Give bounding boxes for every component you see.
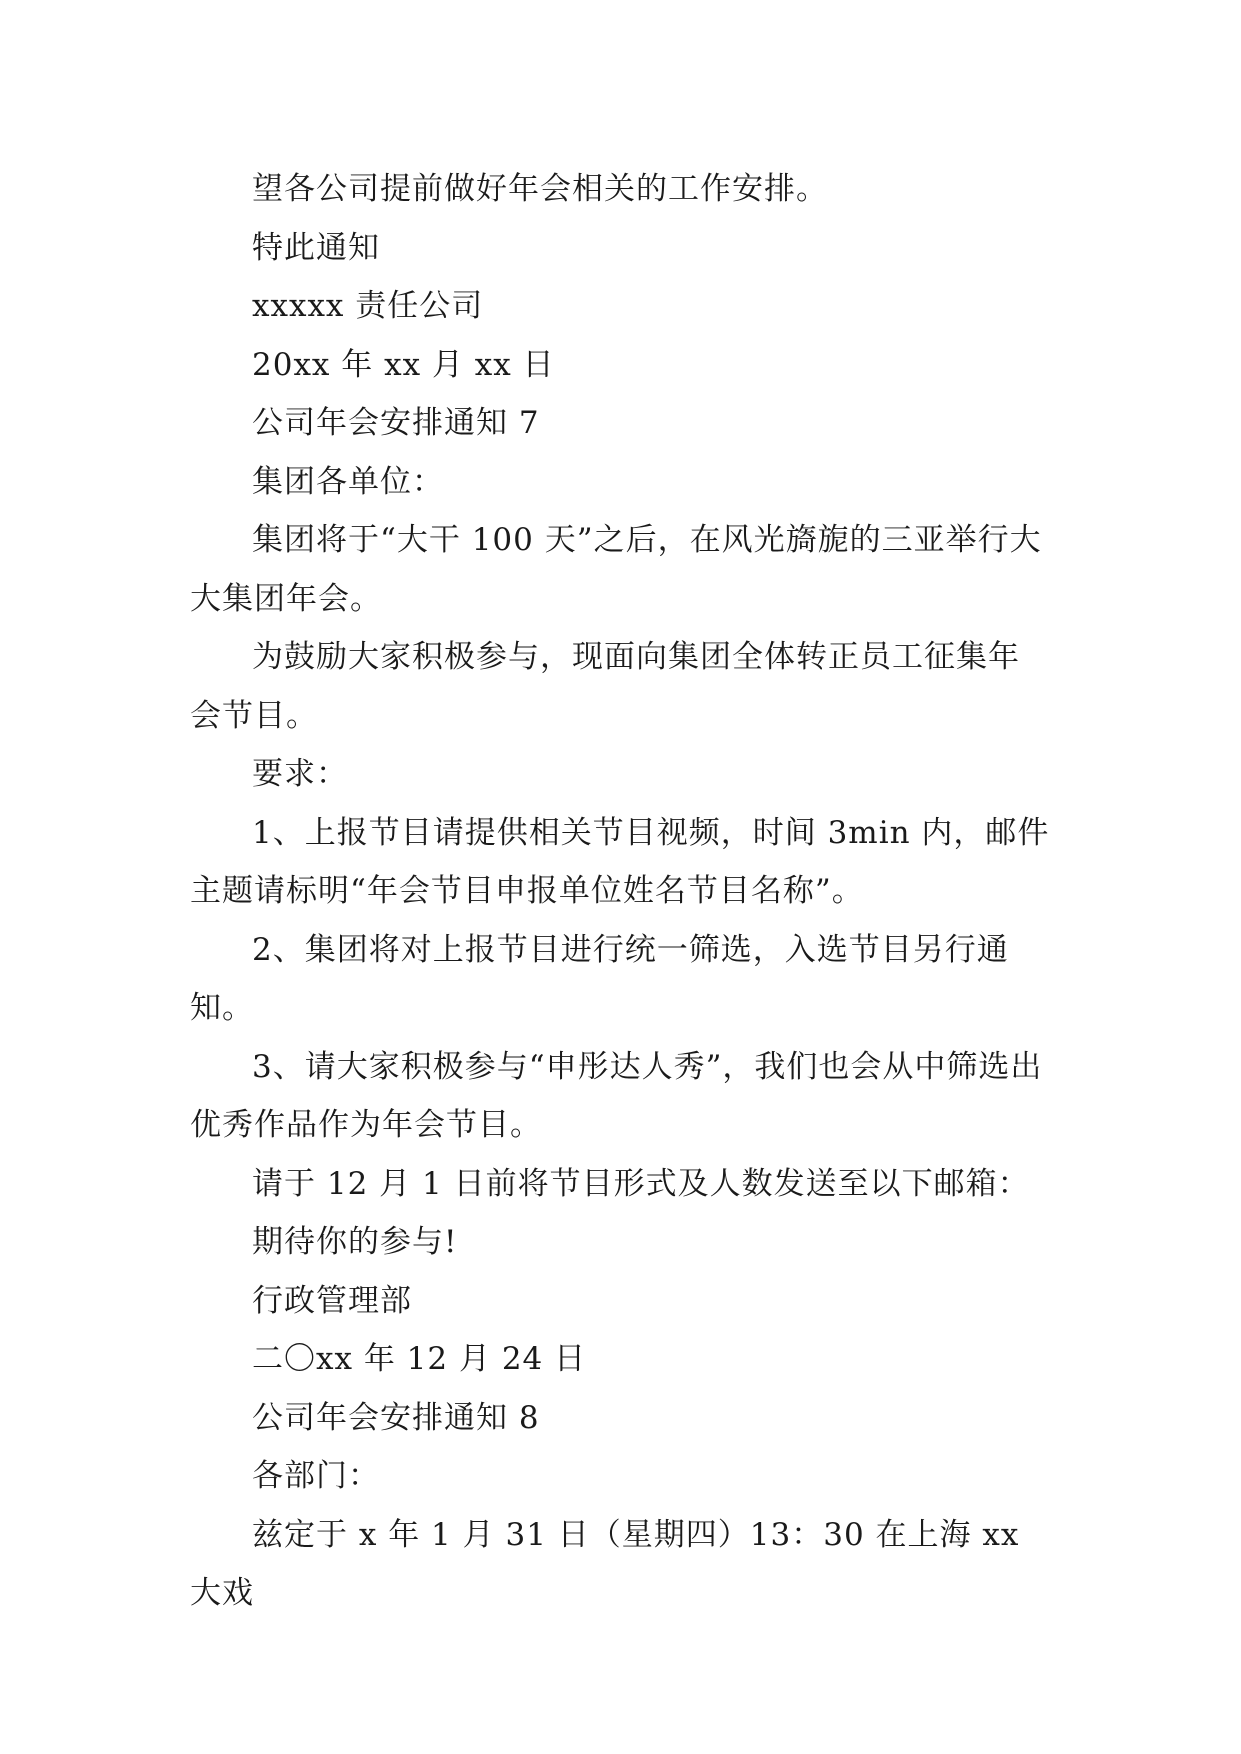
paragraph-date: 20xx 年 xx 月 xx 日 — [252, 346, 555, 383]
paragraph-company-signature: xxxxx 责任公司 — [252, 288, 484, 324]
paragraph-meeting-schedule: 兹定于 x 年 1 月 31 日（星期四）13：30 在上海 xx 大戏 — [190, 1516, 1020, 1611]
paragraph-program-call: 为鼓励大家积极参与，现面向集团全体转正员工征集年会节目。 — [190, 639, 1020, 734]
paragraph-signature-date: 二〇xx 年 12 月 24 日 — [252, 1341, 587, 1377]
document-body — [190, 160, 1050, 1623]
paragraph-work-arrangement: 望各公司提前做好年会相关的工作安排。 — [252, 171, 828, 207]
paragraph-salutation-units: 集团各单位： — [252, 463, 444, 500]
list-item-requirement-2: 2、集团将对上报节目进行统一筛选，入选节目另行通知。 — [190, 931, 1009, 1026]
paragraph-looking-forward: 期待你的参与! — [252, 1224, 458, 1260]
list-item-requirement-3: 3、请大家积极参与“申彤达人秀”，我们也会从中筛选出优秀作品作为年会节目。 — [190, 1048, 1043, 1143]
section-title-notice-8: 公司年会安排通知 8 — [252, 1399, 540, 1436]
paragraph-department-signature: 行政管理部 — [252, 1282, 412, 1319]
paragraph-notice-closing: 特此通知 — [252, 229, 380, 266]
paragraph-salutation-departments: 各部门： — [252, 1458, 380, 1494]
list-item-requirement-1: 1、上报节目请提供相关节目视频，时间 3min 内，邮件主题请标明“年会节目申报单位姓名节目名称”。 — [190, 814, 1050, 909]
section-title-notice-7: 公司年会安排通知 7 — [252, 405, 540, 441]
paragraph-submission-deadline: 请于 12 月 1 日前将节目形式及人数发送至以下邮箱： — [252, 1165, 1030, 1202]
paragraph-requirements-heading: 要求： — [252, 756, 348, 792]
paragraph-annual-meeting-intro: 集团将于“大干 100 天”之后，在风光旖旎的三亚举行大大集团年会。 — [190, 522, 1042, 617]
